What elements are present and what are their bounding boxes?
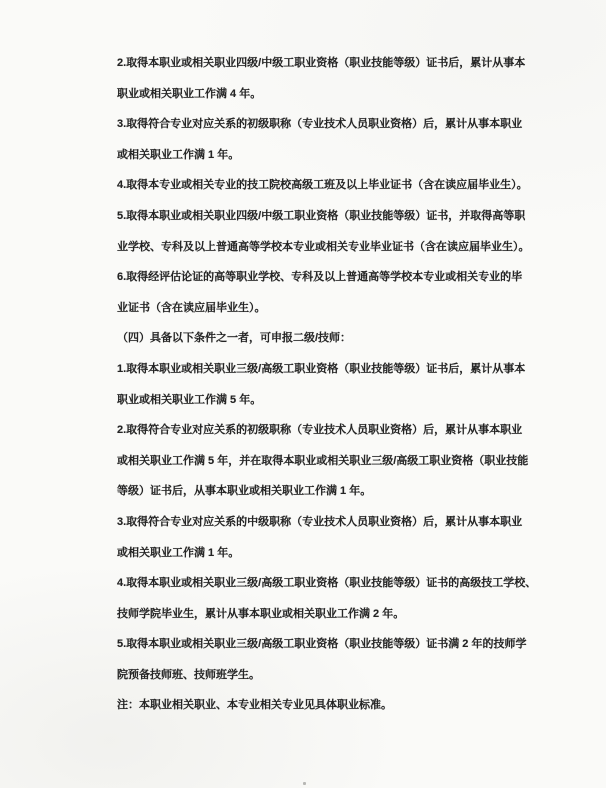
doc-line-condition: 业证书（含在读应届毕业生）。: [117, 301, 266, 314]
doc-line-condition: 技师学院毕业生，累计从事本职业或相关职业工作满 2 年。: [117, 607, 405, 620]
doc-line-condition: 院预备技师班、技师班学生。: [117, 668, 260, 681]
doc-line-condition: 职业或相关职业工作满 5 年。: [117, 393, 262, 406]
doc-line-condition: 3.取得符合专业对应关系的中级职称（专业技术人员职业资格）后，累计从事本职业: [117, 515, 523, 528]
doc-line-condition: 等级）证书后，从事本职业或相关职业工作满 1 年。: [117, 485, 372, 498]
section-heading: （四）具备以下条件之一者，可申报二级/技师：: [117, 332, 352, 345]
doc-line-condition: 1.取得本职业或相关职业三级/高级工职业资格（职业技能等级）证书后，累计从事本: [117, 362, 526, 375]
doc-line-condition: 2.取得本职业或相关职业四级/中级工职业资格（职业技能等级）证书后，累计从事本: [117, 57, 526, 69]
doc-line-condition: 职业或相关职业工作满 4 年。: [117, 87, 262, 100]
doc-line-condition: 或相关职业工作满 1 年。: [117, 546, 240, 559]
doc-line-condition: 4.取得本专业或相关专业的技工院校高级工班及以上毕业证书（含在读应届毕业生）。: [117, 179, 528, 192]
document-text-block: [117, 48, 537, 721]
doc-line-condition: 或相关职业工作满 5 年，并在取得本职业或相关职业三级/高级工职业资格（职业技能: [117, 454, 529, 467]
doc-line-condition: 6.取得经评估论证的高等职业学校、专科及以上普通高等学校本专业或相关专业的毕: [117, 271, 523, 284]
doc-note: 注：本职业相关职业、本专业相关专业见具体职业标准。: [117, 699, 392, 712]
doc-line-condition: 4.取得本职业或相关职业三级/高级工职业资格（职业技能等级）证书的高级技工学校、: [117, 577, 537, 590]
doc-line-condition: 5.取得本职业或相关职业三级/高级工职业资格（职业技能等级）证书满 2 年的技师学: [117, 638, 527, 651]
doc-line-condition: 3.取得符合专业对应关系的初级职称（专业技术人员职业资格）后，累计从事本职业: [117, 118, 523, 131]
doc-line-condition: 2.取得符合专业对应关系的初级职称（专业技术人员职业资格）后，累计从事本职业: [117, 424, 523, 437]
scan-speck: [303, 782, 306, 785]
doc-line-condition: 或相关职业工作满 1 年。: [117, 148, 240, 161]
doc-line-condition: 5.取得本职业或相关职业四级/中级工职业资格（职业技能等级）证书，并取得高等职: [117, 209, 526, 222]
doc-line-condition: 业学校、专科及以上普通高等学校本专业或相关专业毕业证书（含在读应届毕业生）。: [117, 240, 530, 253]
